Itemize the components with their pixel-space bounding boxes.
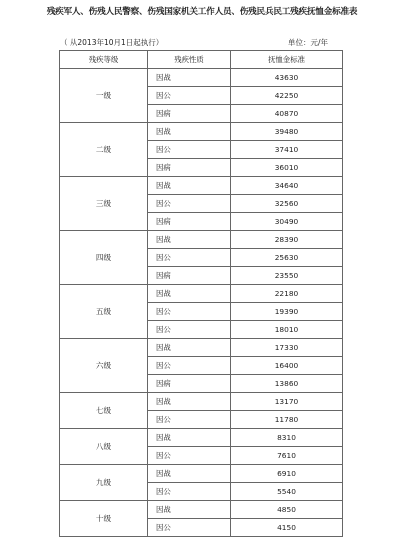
disability-nature-cell: 因公 <box>148 141 231 159</box>
pension-amount-cell: 32560 <box>231 195 343 213</box>
disability-nature-cell: 因公 <box>148 483 231 501</box>
disability-nature-cell: 因战 <box>148 177 231 195</box>
table-row <box>60 393 343 411</box>
table-row <box>60 177 343 195</box>
table-row <box>60 429 343 447</box>
pension-amount-cell: 36010 <box>231 159 343 177</box>
disability-nature-cell: 因病 <box>148 213 231 231</box>
pension-amount-cell: 42250 <box>231 87 343 105</box>
disability-level-cell: 六级 <box>60 339 148 393</box>
unit-label: 单位：元/年 <box>288 38 329 47</box>
pension-amount-cell: 43630 <box>231 69 343 87</box>
pension-amount-cell: 18010 <box>231 321 343 339</box>
pension-amount-cell: 6910 <box>231 465 343 483</box>
disability-nature-cell: 因战 <box>148 285 231 303</box>
disability-nature-cell: 因公 <box>148 195 231 213</box>
disability-nature-cell: 因病 <box>148 267 231 285</box>
disability-nature-cell: 因战 <box>148 429 231 447</box>
header-pension-standard: 抚恤金标准 <box>231 51 343 69</box>
disability-nature-cell: 因战 <box>148 69 231 87</box>
pension-amount-cell: 4850 <box>231 501 343 519</box>
disability-level-cell: 七级 <box>60 393 148 429</box>
pension-amount-cell: 17330 <box>231 339 343 357</box>
pension-amount-cell: 19390 <box>231 303 343 321</box>
disability-level-cell: 五级 <box>60 285 148 339</box>
pension-amount-cell: 16400 <box>231 357 343 375</box>
disability-nature-cell: 因战 <box>148 231 231 249</box>
disability-nature-cell: 因公 <box>148 357 231 375</box>
document-title: 残疾军人、伤残人民警察、伤残国家机关工作人员、伤残民兵民工残疾抚恤金标准表 <box>46 7 358 17</box>
table-row <box>60 285 343 303</box>
pension-amount-cell: 30490 <box>231 213 343 231</box>
disability-nature-cell: 因战 <box>148 339 231 357</box>
pension-amount-cell: 34640 <box>231 177 343 195</box>
disability-nature-cell: 因病 <box>148 375 231 393</box>
pension-amount-cell: 13170 <box>231 393 343 411</box>
pension-amount-cell: 11780 <box>231 411 343 429</box>
pension-amount-cell: 25630 <box>231 249 343 267</box>
disability-level-cell: 三级 <box>60 177 148 231</box>
table-row <box>60 123 343 141</box>
pension-amount-cell: 23550 <box>231 267 343 285</box>
pension-amount-cell: 13860 <box>231 375 343 393</box>
table-header-row <box>60 51 343 69</box>
table-row <box>60 339 343 357</box>
disability-level-cell: 四级 <box>60 231 148 285</box>
table-row <box>60 501 343 519</box>
table-row <box>60 69 343 87</box>
pension-amount-cell: 37410 <box>231 141 343 159</box>
pension-standard-table <box>59 50 343 537</box>
disability-nature-cell: 因公 <box>148 249 231 267</box>
disability-nature-cell: 因病 <box>148 105 231 123</box>
disability-nature-cell: 因战 <box>148 123 231 141</box>
pension-amount-cell: 28390 <box>231 231 343 249</box>
disability-nature-cell: 因病 <box>148 159 231 177</box>
disability-level-cell: 一级 <box>60 69 148 123</box>
disability-level-cell: 九级 <box>60 465 148 501</box>
disability-level-cell: 十级 <box>60 501 148 537</box>
disability-nature-cell: 因公 <box>148 321 231 339</box>
disability-nature-cell: 因公 <box>148 447 231 465</box>
pension-amount-cell: 5540 <box>231 483 343 501</box>
disability-nature-cell: 因公 <box>148 303 231 321</box>
disability-nature-cell: 因战 <box>148 465 231 483</box>
pension-amount-cell: 7610 <box>231 447 343 465</box>
pension-amount-cell: 4150 <box>231 519 343 537</box>
pension-amount-cell: 39480 <box>231 123 343 141</box>
pension-amount-cell: 40870 <box>231 105 343 123</box>
disability-level-cell: 八级 <box>60 429 148 465</box>
disability-nature-cell: 因战 <box>148 501 231 519</box>
pension-amount-cell: 22180 <box>231 285 343 303</box>
disability-level-cell: 二级 <box>60 123 148 177</box>
disability-nature-cell: 因战 <box>148 393 231 411</box>
header-disability-level: 残疾等级 <box>60 51 148 69</box>
disability-nature-cell: 因公 <box>148 519 231 537</box>
header-disability-nature: 残疾性质 <box>148 51 231 69</box>
disability-nature-cell: 因公 <box>148 411 231 429</box>
table-body <box>60 69 343 537</box>
disability-nature-cell: 因公 <box>148 87 231 105</box>
pension-amount-cell: 8310 <box>231 429 343 447</box>
table-row <box>60 465 343 483</box>
effective-date-note: （ 从2013年10月1日起执行） <box>60 38 164 47</box>
table-row <box>60 231 343 249</box>
